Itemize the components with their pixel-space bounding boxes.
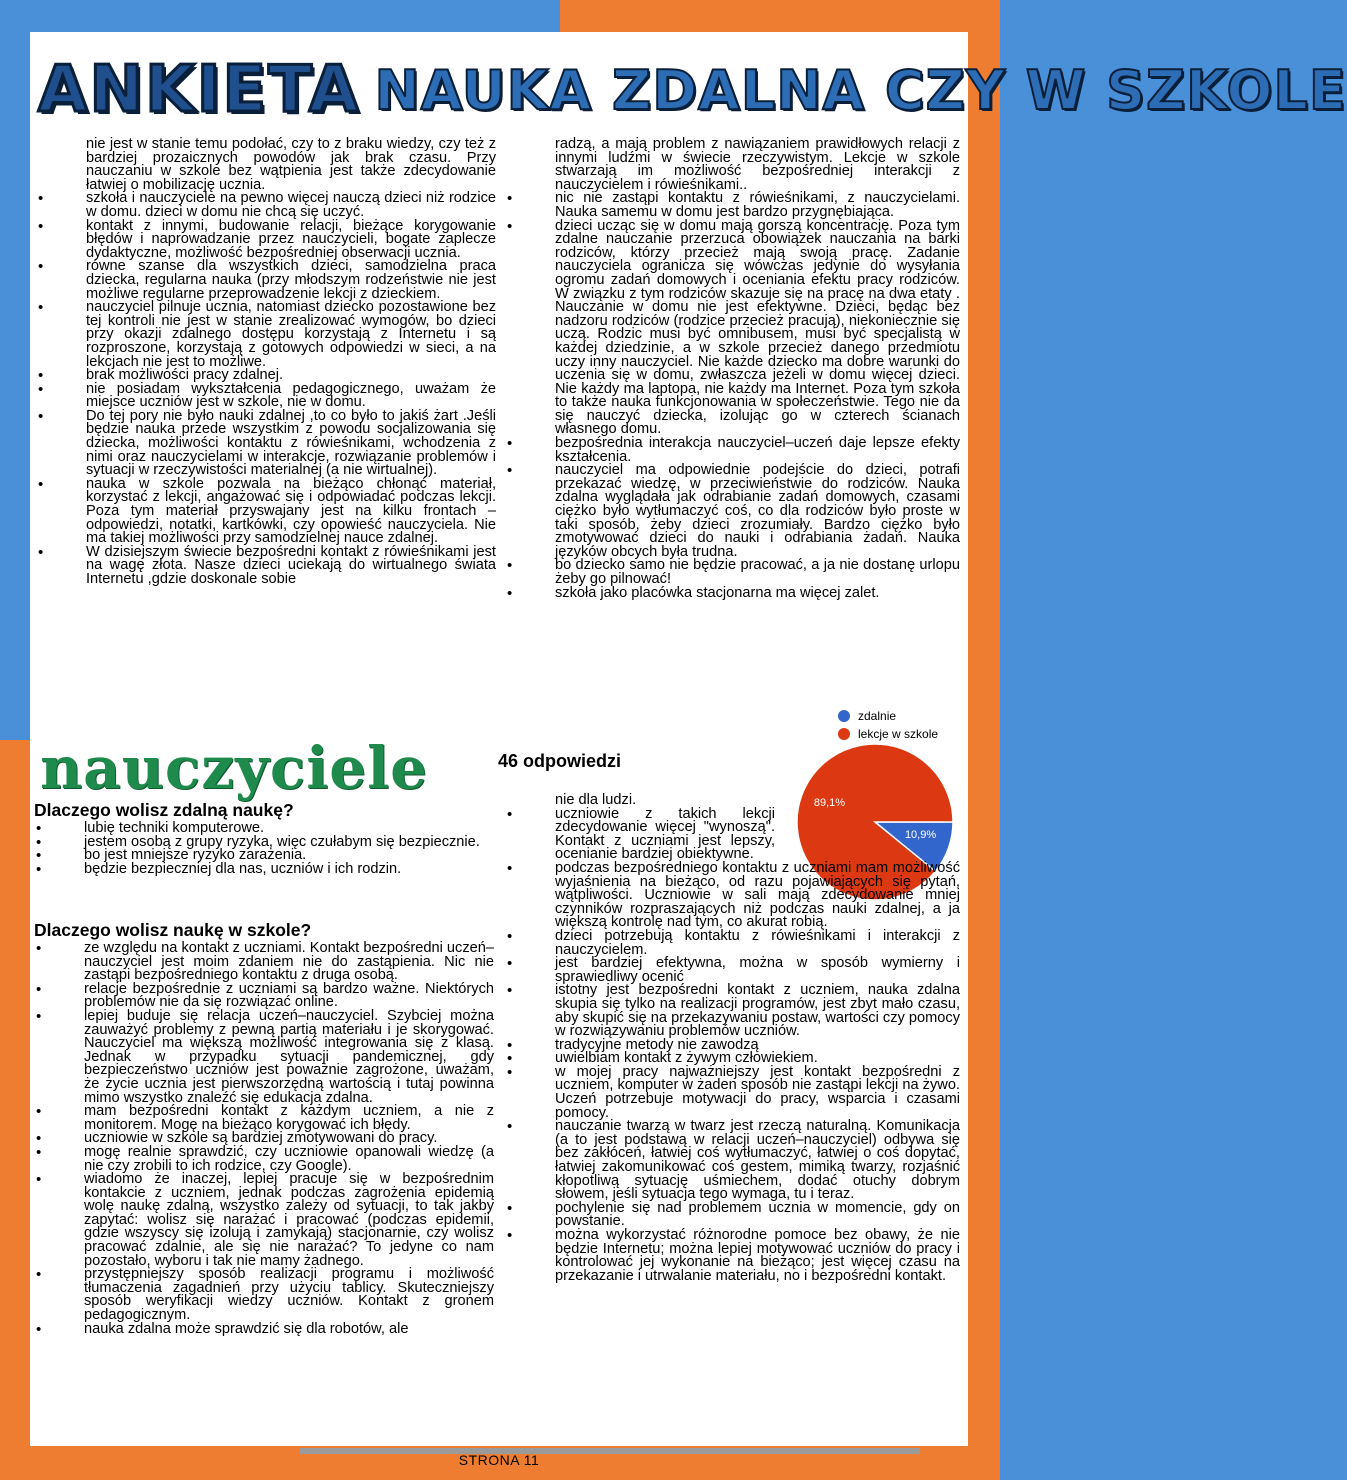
- list-item: • tradycyjne metody nie zawodzą: [505, 1039, 960, 1053]
- list-item: • nauczanie twarzą w twarz jest rzeczą naturalną. Komunikacja (a to jest podstawą w relacji uczeń–nauczyciel) odbywa się bez zakłóceń, łatwiej coś wytłumaczyć, łatwiej o coś dopytać, łatwiej zakomunikować coś gestem, mimiką twarzy, rozjaśnić kłopotliwą sytuację uśmiechem, dodać otuchy dobrym słowem, jeśli sytuacja tego wymaga, tu i teraz.: [505, 1120, 960, 1202]
- list-item: • przystępniejszy sposób realizacji programu i możliwość tłumaczenia zagadnień przy użyciu tablicy. Skuteczniejszy sposób weryfikacji wiedzy uczniów. Kontakt z gronem pedagogicznym.: [34, 1268, 494, 1322]
- list-item: • nic nie zastąpi kontaktu z rówieśnikami, z nauczycielami. Nauka samemu w domu jest bardzo przygnębiająca.: [505, 192, 960, 219]
- list-item: • mogę realnie sprawdzić, czy uczniowie opanowali wiedzę (a nie czy zrobili to ich rodzice, czy Google).: [34, 1146, 494, 1173]
- question-remote-list: [34, 822, 494, 876]
- list-item: • relacje bezpośrednie z uczniami są bardzo ważne. Niektórych problemów nie da się rozwiązać online.: [34, 983, 494, 1010]
- list-item: • szkoła jako placówka stacjonarna ma więcej zalet.: [505, 587, 960, 601]
- list-item: • będzie bezpieczniej dla nas, uczniów i ich rodzin.: [34, 863, 494, 877]
- chart-legend: [838, 707, 938, 743]
- question-remote-title: Dlaczego wolisz zdalną naukę?: [34, 800, 294, 820]
- list-item: • dzieci potrzebują kontaktu z rówieśnikami i interakcji z nauczycielem.: [505, 930, 960, 957]
- list-item: • równe szanse dla wszystkich dzieci, samodzielna praca dziecka, regularna nauka (przy młodszym rodzeństwie nie jest możliwe regularne przeprowadzenie lekcji z dzieckiem.: [36, 260, 496, 301]
- banner-title-topic: NAUKA ZDALNA CZY W SZKOLE: [374, 58, 1347, 122]
- right-bottom-intro: nie dla ludzi.: [555, 792, 637, 808]
- page: [30, 32, 1347, 1468]
- list-item: • nauka zdalna może sprawdzić się dla robotów, ale: [34, 1323, 494, 1337]
- legend-swatch: [838, 728, 850, 740]
- list-item: • W dzisiejszym świecie bezpośredni kontakt z rówieśnikami jest na wagę złota. Nasze dzieci uciekają do wirtualnego świata Internetu ,gdzie doskonale sobie: [36, 546, 496, 587]
- list-item: • pochylenie się nad problemem ucznia w momencie, gdy on powstanie.: [505, 1202, 960, 1229]
- left-bullet-list: [36, 192, 496, 586]
- question-school-title: Dlaczego wolisz naukę w szkole?: [34, 920, 312, 940]
- list-item: • jestem osobą z grupy ryzyka, więc czułabym się bezpiecznie.: [34, 836, 494, 850]
- list-item: • uczniowie z takich lekcji zdecydowanie więcej "wynoszą". Kontakt z uczniami jest lepszy, ocenianie bardziej obiektywne.: [505, 808, 775, 862]
- answers-count: 46 odpowiedzi: [498, 751, 622, 771]
- pie-value-label: 10,9%: [904, 829, 937, 842]
- list-item: • nauczyciel pilnuje ucznia, natomiast dziecko pozostawione bez tej kontroli nie jest w stanie zrealizować wymogów, bo dzieci przy okazji zdalnego dostępu korzystają z Internetu i są rozproszone, korzystają z gotowych odpowiedzi w sieci, a na lekcjach nie jest to możliwe.: [36, 301, 496, 369]
- list-item: • nauczyciel ma odpowiednie podejście do dzieci, potrafi przekazać wiedzę, w przeciwieństwie do rodziców. Nauka zdalna wyglądała jak odrabianie zadań domowych, czasami ciężko było wytłumaczyć coś, co dla rodziców było proste w taki sposób, żeby dzieci zrozumiały. Bardzo ciężko było zmotywować dzieci do nauki i odrabiania żadań. Nauka języków obcych była trudna.: [505, 464, 960, 559]
- right-bottom-narrow-list: [505, 805, 960, 863]
- right-bottom-list: [505, 859, 960, 1284]
- list-item: • brak możliwości pracy zdalnej.: [36, 369, 496, 383]
- list-item: • nauka w szkole pozwala na bieżąco chłonąć materiał, korzystać z lekcji, angażować się i odpowiadać podczas lekcji. Poza tym materiał przyswajany jest na kilku frontach – odpowiedzi, notatki, kartkówki, czy opowieść nauczyciela. Nie ma takiej możliwości przy samodzielnej nauce zdalnej.: [36, 478, 496, 546]
- right-column-top: [505, 138, 960, 600]
- list-item: • bo jest mniejsze ryzyko zarażenia.: [34, 849, 494, 863]
- question-remote: [34, 800, 494, 876]
- question-school: [34, 920, 494, 1336]
- list-item: • można wykorzystać różnorodne pomoce bez obawy, że nie będzie Internetu; można lepiej motywować uczniów do pracy i kontrolować jej wykonanie na bieżąco; jest więcej czasu na przekazanie i utrwalanie materiału, no i bezpośredni kontakt.: [505, 1229, 960, 1283]
- right-column-bottom: [505, 794, 960, 1283]
- list-item: • uczniowie w szkole są bardziej zmotywowani do pracy.: [34, 1132, 494, 1146]
- banner: [38, 44, 1347, 136]
- page-number: STRONA 11: [458, 1452, 540, 1468]
- list-item: • istotny jest bezpośredni kontakt z uczniem, nauka zdalna skupia się tylko na realizacji programów, jest zbyt mało czasu, aby skupić się na przekazywaniu postaw, wartości czy pomocy w rozwiązywaniu problemów uczniów.: [505, 984, 960, 1038]
- list-item: • ze względu na kontakt z uczniami. Kontakt bezpośredni uczeń–nauczyciel jest moim zdaniem nie do zastąpienia. Nic nie zastąpi bezpośredniego kontaktu z druga osobą.: [34, 942, 494, 983]
- list-item: • podczas bezpośredniego kontaktu z uczniami mam możliwość wyjaśnienia na bieżąco, od razu pojawiających się pytań, wątpliwości. Uczniowie w sali mają zdecydowanie mniej czynników rozpraszających niż podczas nauki zdalnej, a ja większą kontrolę nad tym, co akurat robią.: [505, 862, 960, 930]
- section-title: nauczyciele: [40, 734, 429, 802]
- list-item: • bezpośrednia interakcja nauczyciel–uczeń daje lepsze efekty kształcenia.: [505, 437, 960, 464]
- list-item: • nie posiadam wykształcenia pedagogicznego, uważam że miejsce uczniów jest w szkole, nie w domu.: [36, 383, 496, 410]
- left-intro: nie jest w stanie temu podołać, czy to z braku wiedzy, czy też z bardziej prozaicznych powodów jak brak czasu. Przy nauczaniu w szkole bez wątpienia jest także zdecydowanie łatwiej o mobilizację ucznia.: [86, 136, 496, 193]
- right-bullet-list: [505, 192, 960, 600]
- list-item: • bo dziecko samo nie będzie pracować, a ja nie dostanę urlopu żeby go pilnować!: [505, 559, 960, 586]
- left-column-top: [36, 138, 496, 587]
- list-item: • wiadomo że inaczej, lepiej pracuje się w bezpośrednim kontakcie z uczniem, jednak podczas zagrożenia epidemią wolę naukę zdalną, wszystko zależy od sytuacji, to tak jakby zapytać: wolisz się narażać i pracować (podczas epidemii, gdzie wszyscy się izolują i zamykają) stacjonarnie, czy wolisz pracować zdalnie, ale się nie narażać? To jedyne co nam pozostało, wyboru i tak nie mamy żadnego.: [34, 1173, 494, 1268]
- legend-label: lekcje w szkole: [858, 727, 939, 741]
- legend-item: [838, 725, 938, 743]
- right-intro: radzą, a mają problem z nawiązaniem prawidłowych relacji z innymi ludźmi w świecie rzeczywistym. Lekcje w szkole stwarzają im możliwość bezpośredniej interakcji z nauczycielem i rówieśnikami..: [555, 136, 960, 193]
- list-item: • dzieci ucząc się w domu mają gorszą koncentrację. Poza tym zdalne nauczanie przerzuca obowiązek nauczania na barki rodziców, którzy przecież mają swoją pracę. Zadanie nauczyciela ogranicza się wówczas jedynie do wysyłania ogromu zadań domowych i oceniania efektu pracy rodziców. W związku z tym rodziców skazuje się na pracę na dwa etaty . Nauczanie w domu nie jest efektywne. Dzieci, będąc bez nadzoru rodziców (rodzice przecież pracują), niekoniecznie się uczą. Rodzic musi być omnibusem, musi być specjalistą w każdej dziedzinie, a w szkole przecież danego przedmiotu uczy inny nauczyciel. Nie każde dziecko ma dobre warunki do uczenia się w domu, zwłaszcza jeżeli w domu więcej dzieci. Nie każdy ma laptopa, nie każdy ma Internet. Poza tym szkoła to także nauka funkcjonowania w społeczeństwie. Tego nie da się nauczyć dziecka, izolując go w czterech ścianach własnego domu.: [505, 220, 960, 438]
- list-item: • kontakt z innymi, budowanie relacji, bieżące korygowanie błędów i naprowadzanie przez nauczycieli, bogate zaplecze dydaktyczne, możliwość bezpośredniej obserwacji ucznia.: [36, 220, 496, 261]
- list-item: • jest bardziej efektywna, można w sposób wymierny i sprawiedliwy ocenić: [505, 957, 960, 984]
- legend-swatch: [838, 710, 850, 722]
- list-item: • uwielbiam kontakt z żywym człowiekiem.: [505, 1052, 960, 1066]
- list-item: • lubię techniki komputerowe.: [34, 822, 494, 836]
- list-item: • szkoła i nauczyciele na pewno więcej nauczą dzieci niż rodzice w domu. dzieci w domu nie chcą się uczyć.: [36, 192, 496, 219]
- list-item: • Do tej pory nie było nauki zdalnej ,to co było to jakiś żart .Jeśli będzie nauka przede wszystkim z powodu socjalizowania się dziecka, możliwości kontaktu z rówieśnikami, wchodzenia z nimi oraz nauczycielami w interakcje, rozwiązanie problemów i sytuacji w rzeczywistości materialnej (a nie wirtualnej).: [36, 410, 496, 478]
- legend-label: zdalnie: [858, 709, 897, 723]
- pie-value-label: 89,1%: [813, 796, 846, 809]
- question-school-list: [34, 942, 494, 1336]
- list-item: • mam bezpośredni kontakt z każdym uczniem, a nie z monitorem. Mogę na bieżąco korygować ich błędy.: [34, 1105, 494, 1132]
- legend-item: [838, 707, 938, 725]
- list-item: • w mojej pracy najważniejszy jest kontakt bezpośredni z uczniem, komputer w żaden sposób nie zastąpi lekcji na żywo. Uczeń potrzebuje motywacji do pracy, wsparcia i czasami pomocy.: [505, 1066, 960, 1120]
- list-item: • lepiej buduje się relacja uczeń–nauczyciel. Szybciej można zauważyć problemy z pewną partią materiału i je skorygować. Nauczyciel ma większą możliwość integrowania się z klasą. Jednak w przypadku sytuacji pandemicznej, gdy bezpieczeństwo uczniów jest poważnie zagrożone, uważam, że życie ucznia jest pierwszorzędną wartością i tutaj powinna mimo wszystko znaleźć się edukacja zdalna.: [34, 1010, 494, 1105]
- banner-title-survey: ANKIETA: [38, 53, 361, 127]
